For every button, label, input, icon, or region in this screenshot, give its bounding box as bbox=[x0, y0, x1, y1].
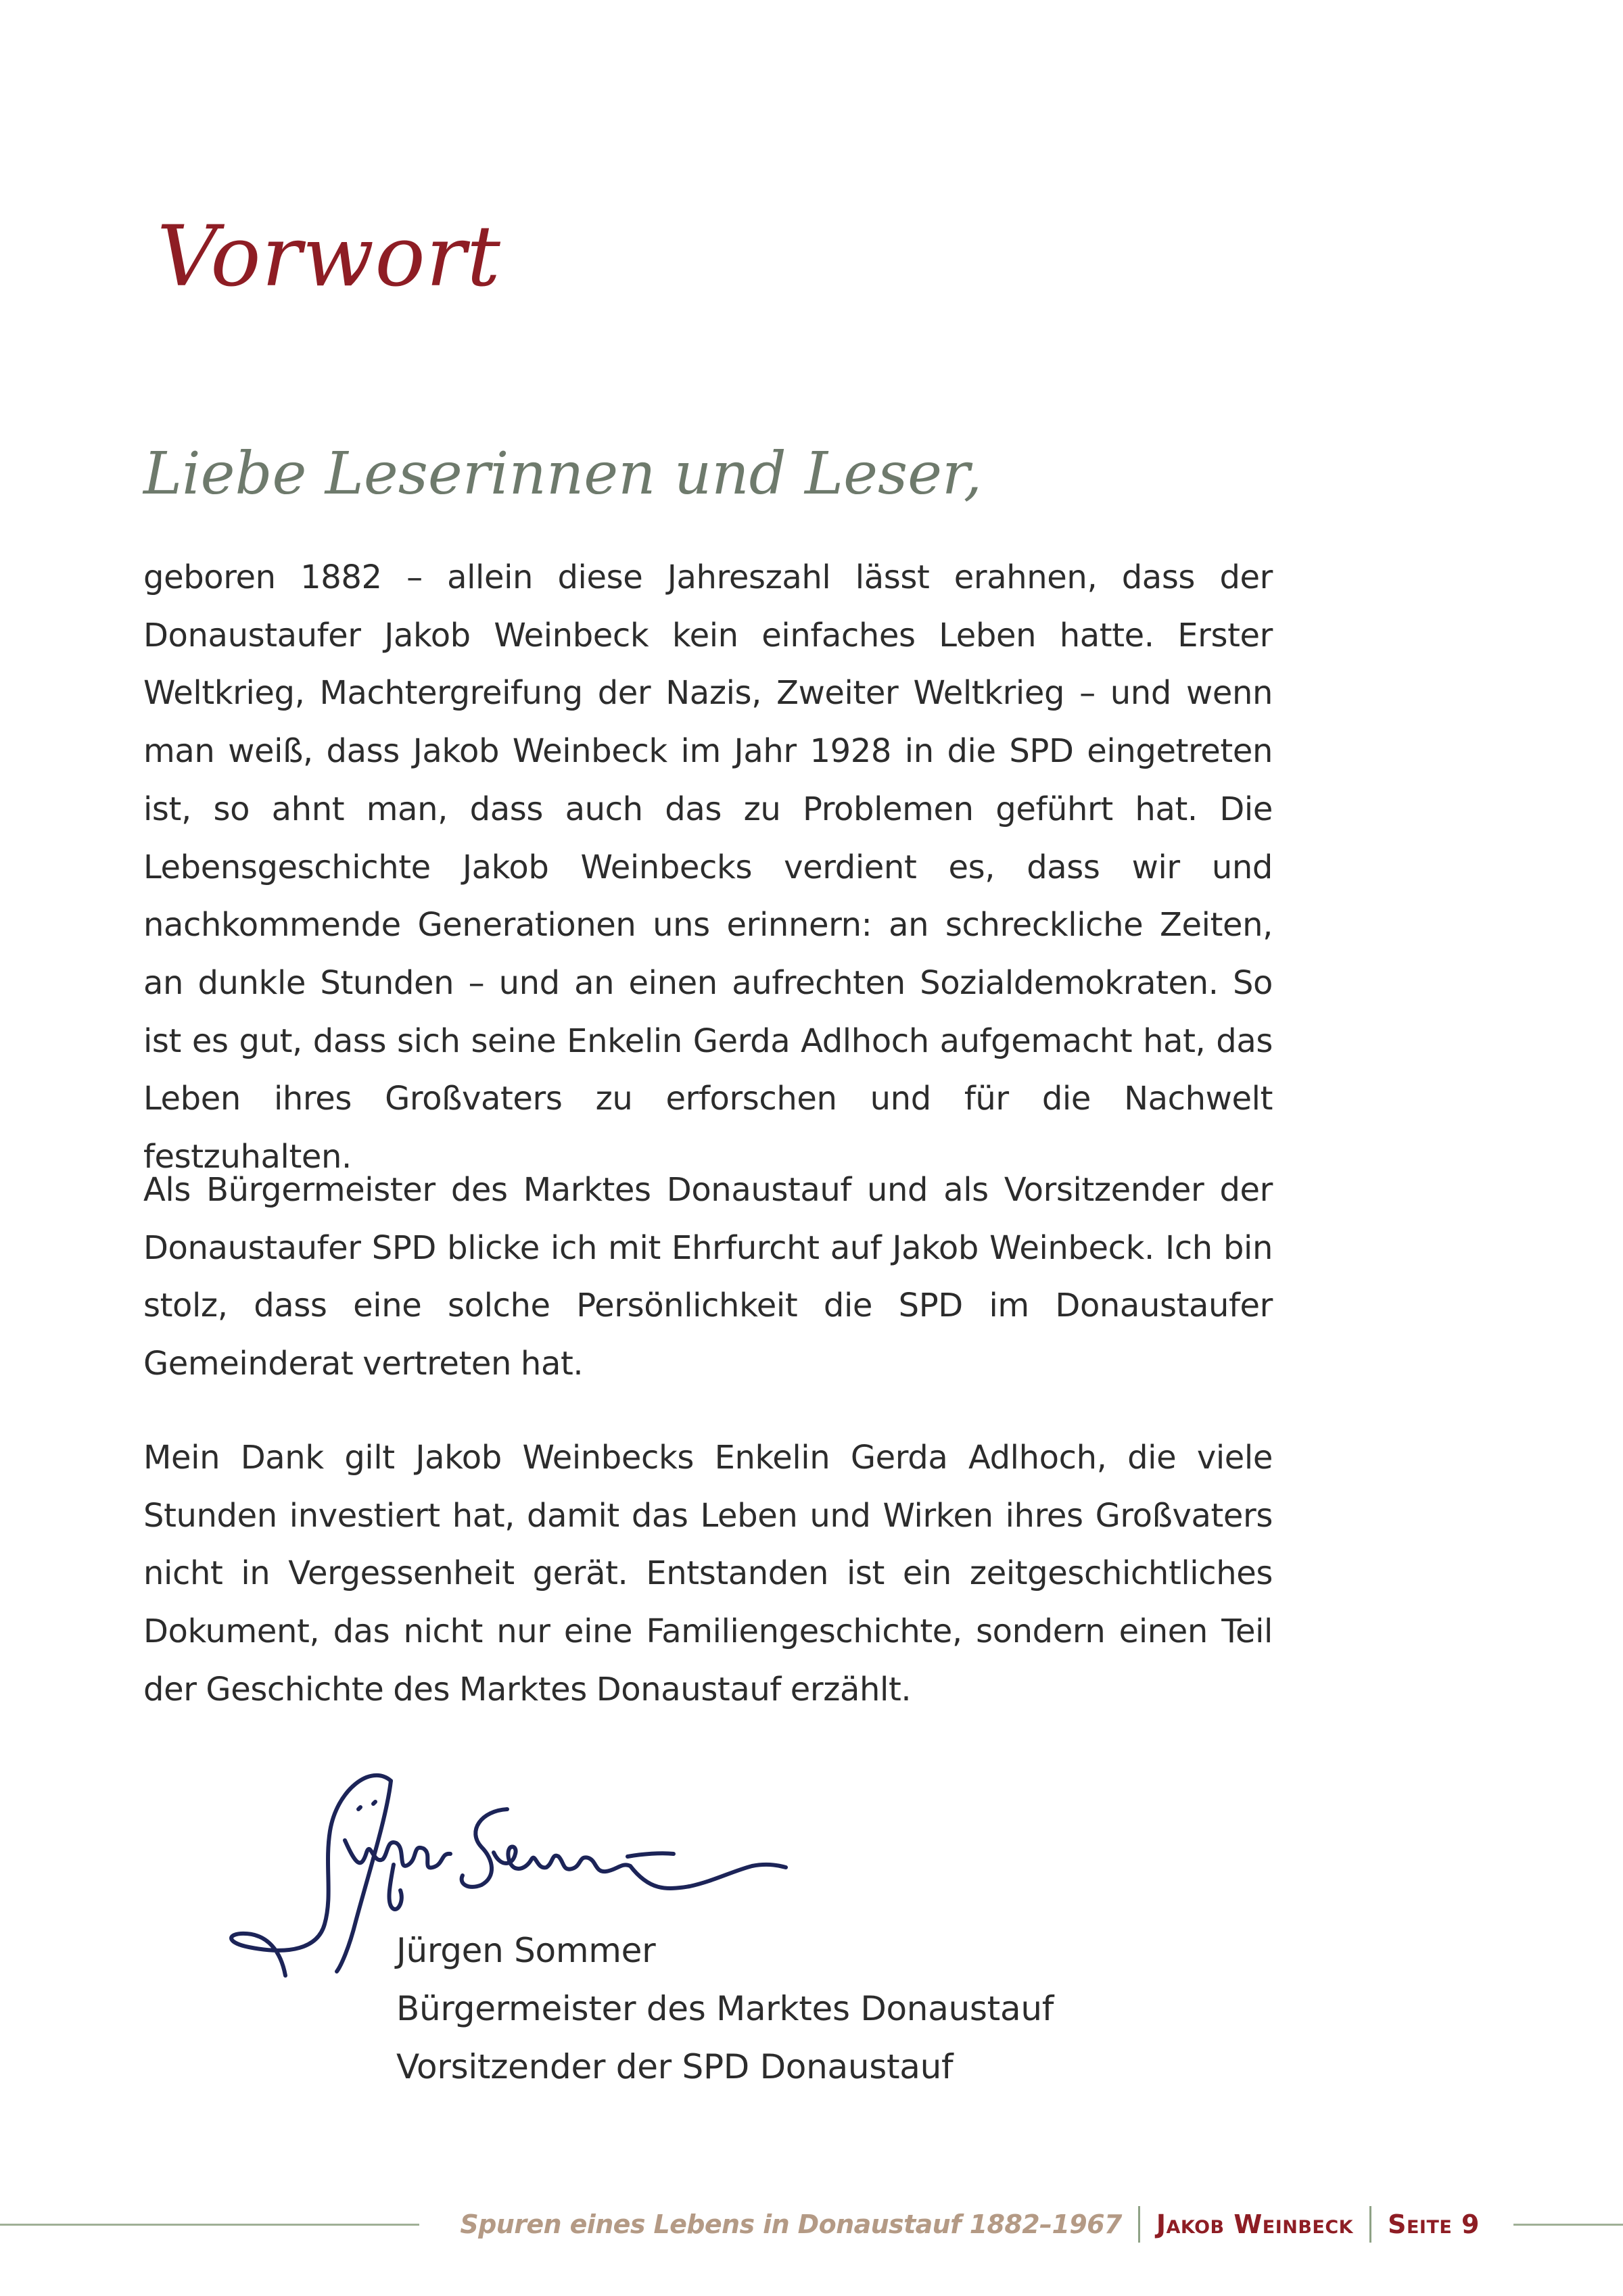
footer-book-title: Spuren eines Lebens in Donaustauf 1882–1967 bbox=[460, 2209, 1122, 2239]
signer-role-chair: Vorsitzender der SPD Donaustauf bbox=[396, 2047, 954, 2086]
paragraph-3: Mein Dank gilt Jakob Weinbecks Enkelin Gerda Adlhoch, die viele Stunden investiert hat, damit das Leben und Wirken ihres Großvaters nicht in Vergessenheit gerät. Entstanden ist ein zeitgeschichtliches Dokument, das nicht nur eine Familiengeschichte, sondern einen Teil der Geschichte des Marktes Donaustauf erzählt. bbox=[143, 1439, 1273, 1708]
footer-divider bbox=[1138, 2206, 1140, 2243]
footer-author: Jakob Weinbeck bbox=[1156, 2209, 1354, 2239]
signer-role-mayor: Bürgermeister des Marktes Donaustauf bbox=[396, 1989, 1054, 2028]
footer-rule-left bbox=[0, 2224, 419, 2226]
page-footer bbox=[460, 2205, 1480, 2243]
footer-rule-right bbox=[1513, 2224, 1623, 2226]
paragraph-1: geboren 1882 – allein diese Jahreszahl lässt erahnen, dass der Donaustaufer Jakob Weinbeck kein einfaches Leben hatte. Erster Weltkrieg, Machtergreifung der Nazis, Zweiter Weltkrieg – und wenn man weiß, dass Jakob Weinbeck im Jahr 1928 in die SPD eingetreten ist, so ahnt man, dass auch das zu Problemen geführt hat. Die Lebensgeschichte Jakob Weinbecks verdient es, dass wir und nachkommende Generationen uns erinnern: an schreckliche Zeiten, an dunkle Stunden – und an einen aufrechten Sozialdemokraten. So ist es gut, dass sich seine Enkelin Gerda Adlhoch aufgemacht hat, das Leben ihres Großvaters zu erforschen und für die Nachwelt festzuhalten. bbox=[143, 558, 1273, 1176]
salutation: Liebe Leserinnen und Leser, bbox=[143, 440, 983, 508]
signer-block bbox=[396, 1921, 1054, 2096]
paragraph-2: Als Bürgermeister des Marktes Donaustauf und als Vorsitzender der Donaustaufer SPD blicke ich mit Ehrfurcht auf Jakob Weinbeck. Ich bin stolz, dass eine solche Persönlichkeit die SPD im Donaustaufer Gemeinderat vertreten hat. bbox=[143, 1171, 1273, 1383]
page-title: Vorwort bbox=[157, 208, 501, 306]
signer-name: Jürgen Sommer bbox=[396, 1931, 656, 1970]
footer-divider bbox=[1369, 2206, 1371, 2243]
footer-page-number: Seite 9 bbox=[1388, 2209, 1480, 2239]
